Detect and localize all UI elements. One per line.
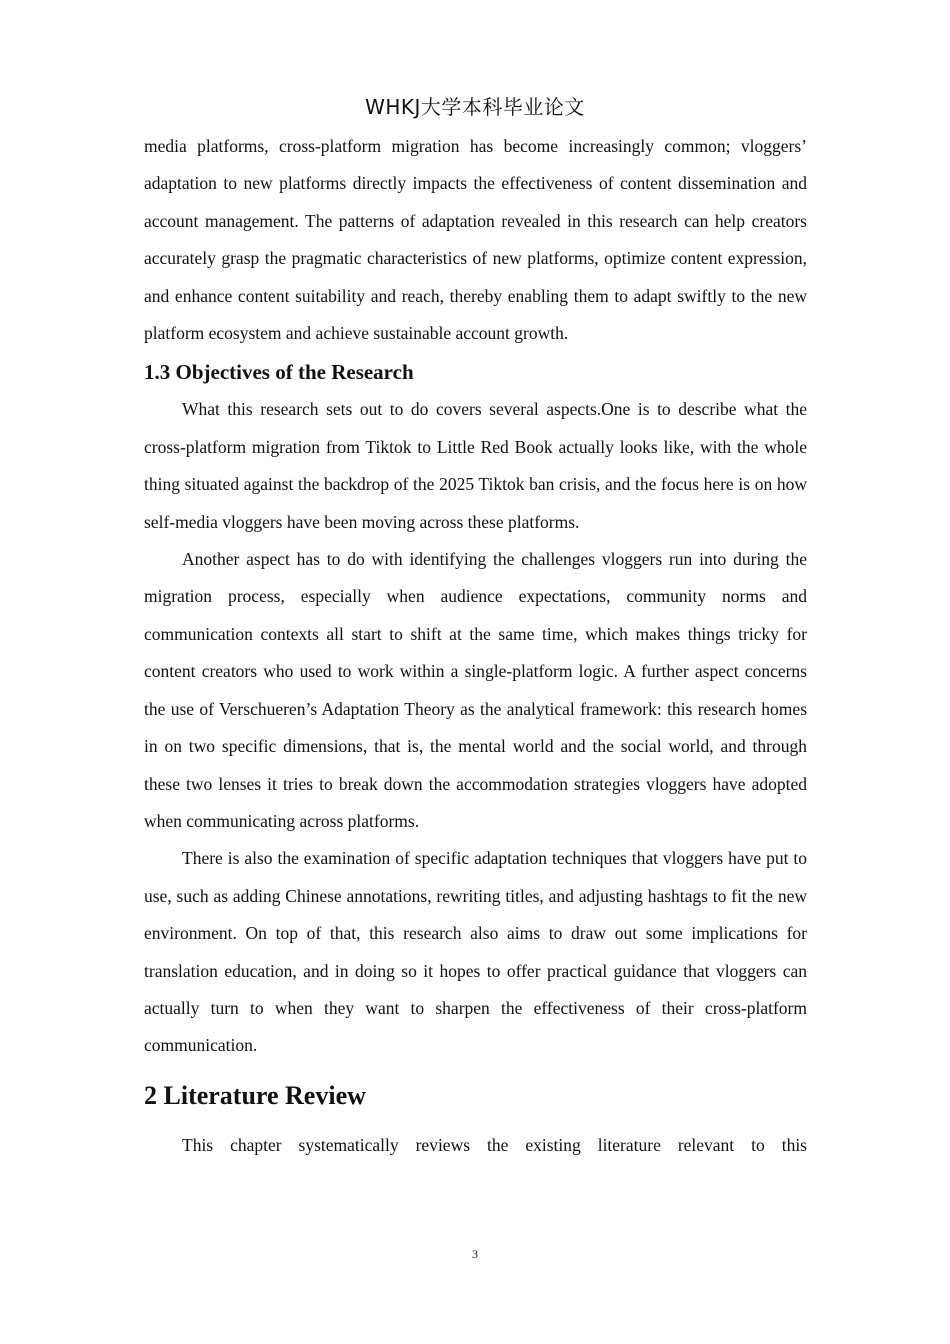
paragraph-objectives-2: Another aspect has to do with identifying the challenges vloggers run into during the migration process, especially when audience expectations, community norms and communication contexts all start to shift at the same time, which makes things tricky for content creators who used to work within a single-platform logic. A further aspect concerns the use of Verschueren’s Adaptation Theory as the analytical framework: this research homes in on two specific dimensions, that is, the mental world and the social world, and through these two lenses it tries to break down the accommodation strategies vloggers have adopted when communicating across platforms. <box>144 549 807 831</box>
section-heading-1-3: 1.3 Objectives of the Research <box>144 360 414 385</box>
page-body <box>144 128 807 1164</box>
running-header: WHKJ大学本科毕业论文 <box>365 95 585 119</box>
paragraph-chapter-2-intro: This chapter systematically reviews the existing literature relevant to this <box>182 1134 807 1155</box>
paragraph-objectives-3: There is also the examination of specific adaptation techniques that vloggers have put to use, such as adding Chinese annotations, rewriting titles, and adjusting hashtags to fit the new environment. On top of that, this research also aims to draw out some implications for translation education, and in doing so it hopes to offer practical guidance that vloggers can actually turn to when they want to sharpen the effectiveness of their cross-platform communication. <box>144 848 807 1056</box>
page-number: 3 <box>472 1247 478 1261</box>
chapter-heading-2: 2 Literature Review <box>144 1080 366 1110</box>
paragraph-continuation: media platforms, cross-platform migration has become increasingly common; vloggers’ adaptation to new platforms directly impacts the effectiveness of content dissemination and account management. The patterns of adaptation revealed in this research can help creators accurately grasp the pragmatic characteristics of new platforms, optimize content expression, and enhance content suitability and reach, thereby enabling them to adapt swiftly to the new platform ecosystem and achieve sustainable account growth. <box>144 136 807 344</box>
paragraph-objectives-1: What this research sets out to do covers several aspects.One is to describe what the cross-platform migration from Tiktok to Little Red Book actually looks like, with the whole thing situated against the backdrop of the 2025 Tiktok ban crisis, and the focus here is on how self-media vloggers have been moving across these platforms. <box>144 399 807 532</box>
